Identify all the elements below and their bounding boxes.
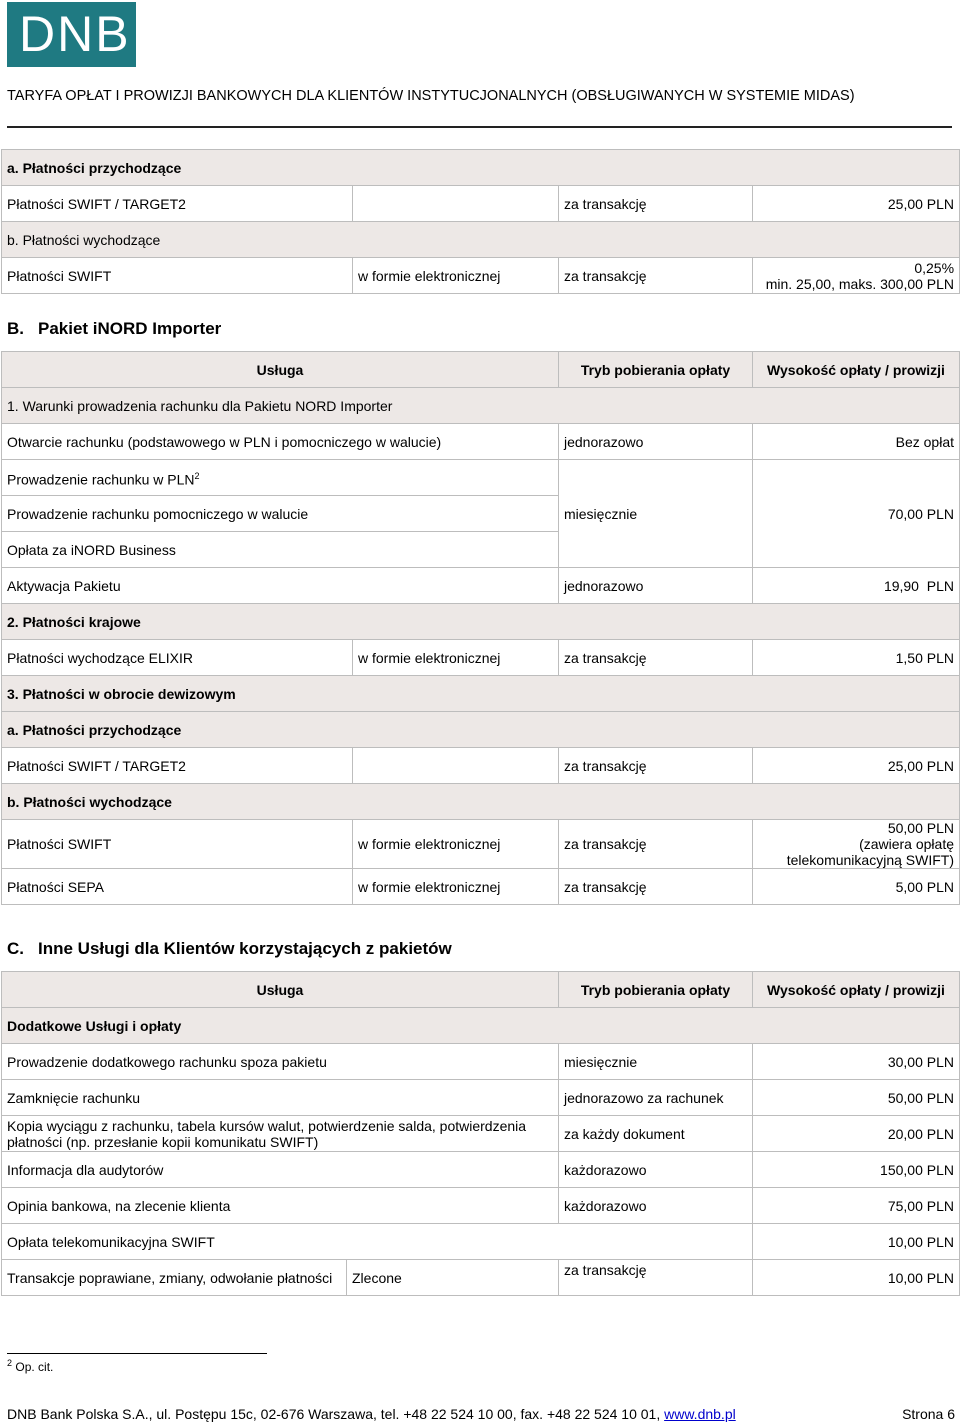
column-header-fee: Wysokość opłaty / prowizji bbox=[753, 352, 960, 388]
group-row bbox=[2, 676, 960, 712]
service-cell: Prowadzenie dodatkowego rachunku spoza pakietu bbox=[2, 1044, 559, 1080]
group-label: a. Płatności przychodzące bbox=[2, 712, 960, 748]
column-header-mode: Tryb pobierania opłaty bbox=[559, 972, 753, 1008]
fee-cell: 19,90 PLN bbox=[753, 568, 960, 604]
mode-cell: jednorazowo za rachunek bbox=[559, 1080, 753, 1116]
service-cell: Płatności SWIFT bbox=[2, 820, 353, 869]
page-number: Strona 6 bbox=[902, 1406, 955, 1422]
table-row bbox=[2, 424, 960, 460]
fees-table-section-c bbox=[1, 971, 960, 1296]
fee-cell bbox=[753, 820, 960, 869]
group-row bbox=[2, 388, 960, 424]
group-row bbox=[2, 784, 960, 820]
mode-cell: za transakcję bbox=[559, 640, 753, 676]
service-cell: Otwarcie rachunku (podstawowego w PLN i pomocniczego w walucie) bbox=[2, 424, 559, 460]
fee-cell: 10,00 PLN bbox=[753, 1224, 960, 1260]
mode-cell: każdorazowo bbox=[559, 1188, 753, 1224]
group-row bbox=[2, 150, 960, 186]
mode-cell: jednorazowo bbox=[559, 424, 753, 460]
table-row bbox=[2, 869, 960, 905]
table-row bbox=[2, 1116, 960, 1152]
section-title: Inne Usługi dla Klientów korzystających z pakietów bbox=[38, 939, 452, 958]
table-row bbox=[2, 1188, 960, 1224]
channel-cell: w formie elektronicznej bbox=[353, 640, 559, 676]
table-row bbox=[2, 1080, 960, 1116]
header-divider bbox=[7, 126, 952, 128]
section-c-heading bbox=[7, 939, 452, 959]
table-row bbox=[2, 748, 960, 784]
service-cell bbox=[2, 460, 559, 496]
fee-cell: 1,50 PLN bbox=[753, 640, 960, 676]
empty-cell bbox=[353, 748, 559, 784]
group-label: b. Płatności wychodzące bbox=[2, 784, 960, 820]
footnote-text: Op. cit. bbox=[15, 1360, 54, 1374]
channel-cell: Zlecone bbox=[347, 1260, 559, 1296]
service-cell: Zamknięcie rachunku bbox=[2, 1080, 559, 1116]
mode-cell: każdorazowo bbox=[559, 1152, 753, 1188]
fee-cell: 25,00 PLN bbox=[753, 186, 960, 222]
mode-cell: jednorazowo bbox=[559, 568, 753, 604]
service-cell: Płatności SWIFT / TARGET2 bbox=[2, 748, 353, 784]
fee-line: 50,00 PLN bbox=[887, 820, 954, 836]
fee-line: min. 25,00, maks. 300,00 PLN bbox=[765, 275, 955, 292]
column-header-service: Usługa bbox=[2, 352, 559, 388]
service-cell: Transakcje poprawiane, zmiany, odwołanie płatności bbox=[2, 1260, 347, 1296]
fee-cell bbox=[753, 258, 960, 294]
document-header-title: TARYFA OPŁAT I PROWIZJI BANKOWYCH DLA KLIENTÓW INSTYTUCJONALNYCH (OBSŁUGIWANYCH W SYSTEMIE MIDAS) bbox=[7, 88, 855, 104]
footer-address: DNB Bank Polska S.A., ul. Postępu 15c, 02-676 Warszawa, tel. +48 22 524 10 00, fax. +48 22 524 10 01, bbox=[7, 1406, 661, 1422]
channel-cell: w formie elektronicznej bbox=[353, 258, 559, 294]
table-row bbox=[2, 186, 960, 222]
fee-cell: 10,00 PLN bbox=[753, 1260, 960, 1296]
service-label: Prowadzenie rachunku w PLN bbox=[7, 471, 195, 488]
section-b-heading bbox=[7, 319, 221, 339]
footnote bbox=[7, 1358, 53, 1374]
fee-cell: 70,00 PLN bbox=[753, 460, 960, 568]
service-cell: Opinia bankowa, na zlecenie klienta bbox=[2, 1188, 559, 1224]
mode-cell: za transakcję bbox=[559, 748, 753, 784]
empty-cell bbox=[353, 186, 559, 222]
column-header-mode: Tryb pobierania opłaty bbox=[559, 352, 753, 388]
fee-cell: 5,00 PLN bbox=[753, 869, 960, 905]
group-row bbox=[2, 222, 960, 258]
table-row bbox=[2, 460, 960, 496]
column-header-service: Usługa bbox=[2, 972, 559, 1008]
service-cell: Prowadzenie rachunku pomocniczego w walucie bbox=[2, 496, 559, 532]
fee-cell: 150,00 PLN bbox=[753, 1152, 960, 1188]
fee-cell: 20,00 PLN bbox=[753, 1116, 960, 1152]
fee-cell: Bez opłat bbox=[753, 424, 960, 460]
footnote-divider bbox=[7, 1353, 267, 1354]
fee-line: (zawiera opłatę bbox=[859, 836, 954, 852]
service-cell: Opłata telekomunikacyjna SWIFT bbox=[2, 1224, 753, 1260]
column-header-fee: Wysokość opłaty / prowizji bbox=[753, 972, 960, 1008]
fee-line: telekomunikacyjną SWIFT) bbox=[786, 852, 954, 868]
table-row bbox=[2, 1044, 960, 1080]
mode-cell: za transakcję bbox=[559, 869, 753, 905]
fee-cell: 30,00 PLN bbox=[753, 1044, 960, 1080]
group-label: 3. Płatności w obrocie dewizowym bbox=[2, 676, 960, 712]
table-row bbox=[2, 1152, 960, 1188]
logo-text: DNB bbox=[19, 6, 131, 62]
dnb-logo bbox=[7, 2, 136, 67]
service-cell: Informacja dla audytorów bbox=[2, 1152, 559, 1188]
group-label: b. Płatności wychodzące bbox=[2, 222, 960, 258]
table-header-row bbox=[2, 352, 960, 388]
service-cell: Opłata za iNORD Business bbox=[2, 532, 559, 568]
mode-cell: za transakcję bbox=[559, 1260, 753, 1296]
fee-line: 0,25% bbox=[914, 259, 955, 276]
channel-cell: w formie elektronicznej bbox=[353, 820, 559, 869]
mode-cell: za transakcję bbox=[559, 820, 753, 869]
service-cell: Płatności SEPA bbox=[2, 869, 353, 905]
service-cell: Aktywacja Pakietu bbox=[2, 568, 559, 604]
mode-cell: miesięcznie bbox=[559, 460, 753, 568]
group-label: a. Płatności przychodzące bbox=[2, 150, 960, 186]
table-header-row bbox=[2, 972, 960, 1008]
fee-cell: 25,00 PLN bbox=[753, 748, 960, 784]
fee-cell: 75,00 PLN bbox=[753, 1188, 960, 1224]
group-row bbox=[2, 712, 960, 748]
service-cell: Płatności wychodzące ELIXIR bbox=[2, 640, 353, 676]
group-row bbox=[2, 1008, 960, 1044]
table-row bbox=[2, 258, 960, 294]
mode-cell: miesięcznie bbox=[559, 1044, 753, 1080]
page-footer bbox=[7, 1406, 955, 1422]
section-number: B. bbox=[7, 319, 24, 338]
table-row bbox=[2, 568, 960, 604]
table-row bbox=[2, 1260, 960, 1296]
service-cell: Płatności SWIFT / TARGET2 bbox=[2, 186, 353, 222]
section-title: Pakiet iNORD Importer bbox=[38, 319, 222, 338]
section-number: C. bbox=[7, 939, 24, 958]
group-label: Dodatkowe Usługi i opłaty bbox=[2, 1008, 960, 1044]
table-row bbox=[2, 820, 960, 869]
mode-cell: za transakcję bbox=[559, 258, 753, 294]
group-label: 2. Płatności krajowe bbox=[2, 604, 960, 640]
table-row bbox=[2, 640, 960, 676]
fees-table-top bbox=[1, 149, 960, 294]
table-row bbox=[2, 1224, 960, 1260]
service-cell: Kopia wyciągu z rachunku, tabela kursów walut, potwierdzenie salda, potwierdzenia płatności (np. przesłanie kopii komunikatu SWIFT) bbox=[2, 1116, 559, 1152]
channel-cell: w formie elektronicznej bbox=[353, 869, 559, 905]
footnote-ref: 2 bbox=[194, 470, 200, 481]
fees-table-section-b bbox=[1, 351, 960, 905]
website-link[interactable]: www.dnb.pl bbox=[664, 1406, 736, 1422]
group-label: 1. Warunki prowadzenia rachunku dla Pakietu NORD Importer bbox=[2, 388, 960, 424]
mode-cell: za każdy dokument bbox=[559, 1116, 753, 1152]
fee-cell: 50,00 PLN bbox=[753, 1080, 960, 1116]
footnote-number: 2 bbox=[7, 1358, 13, 1368]
service-cell: Płatności SWIFT bbox=[2, 258, 353, 294]
group-row bbox=[2, 604, 960, 640]
mode-cell: za transakcję bbox=[559, 186, 753, 222]
